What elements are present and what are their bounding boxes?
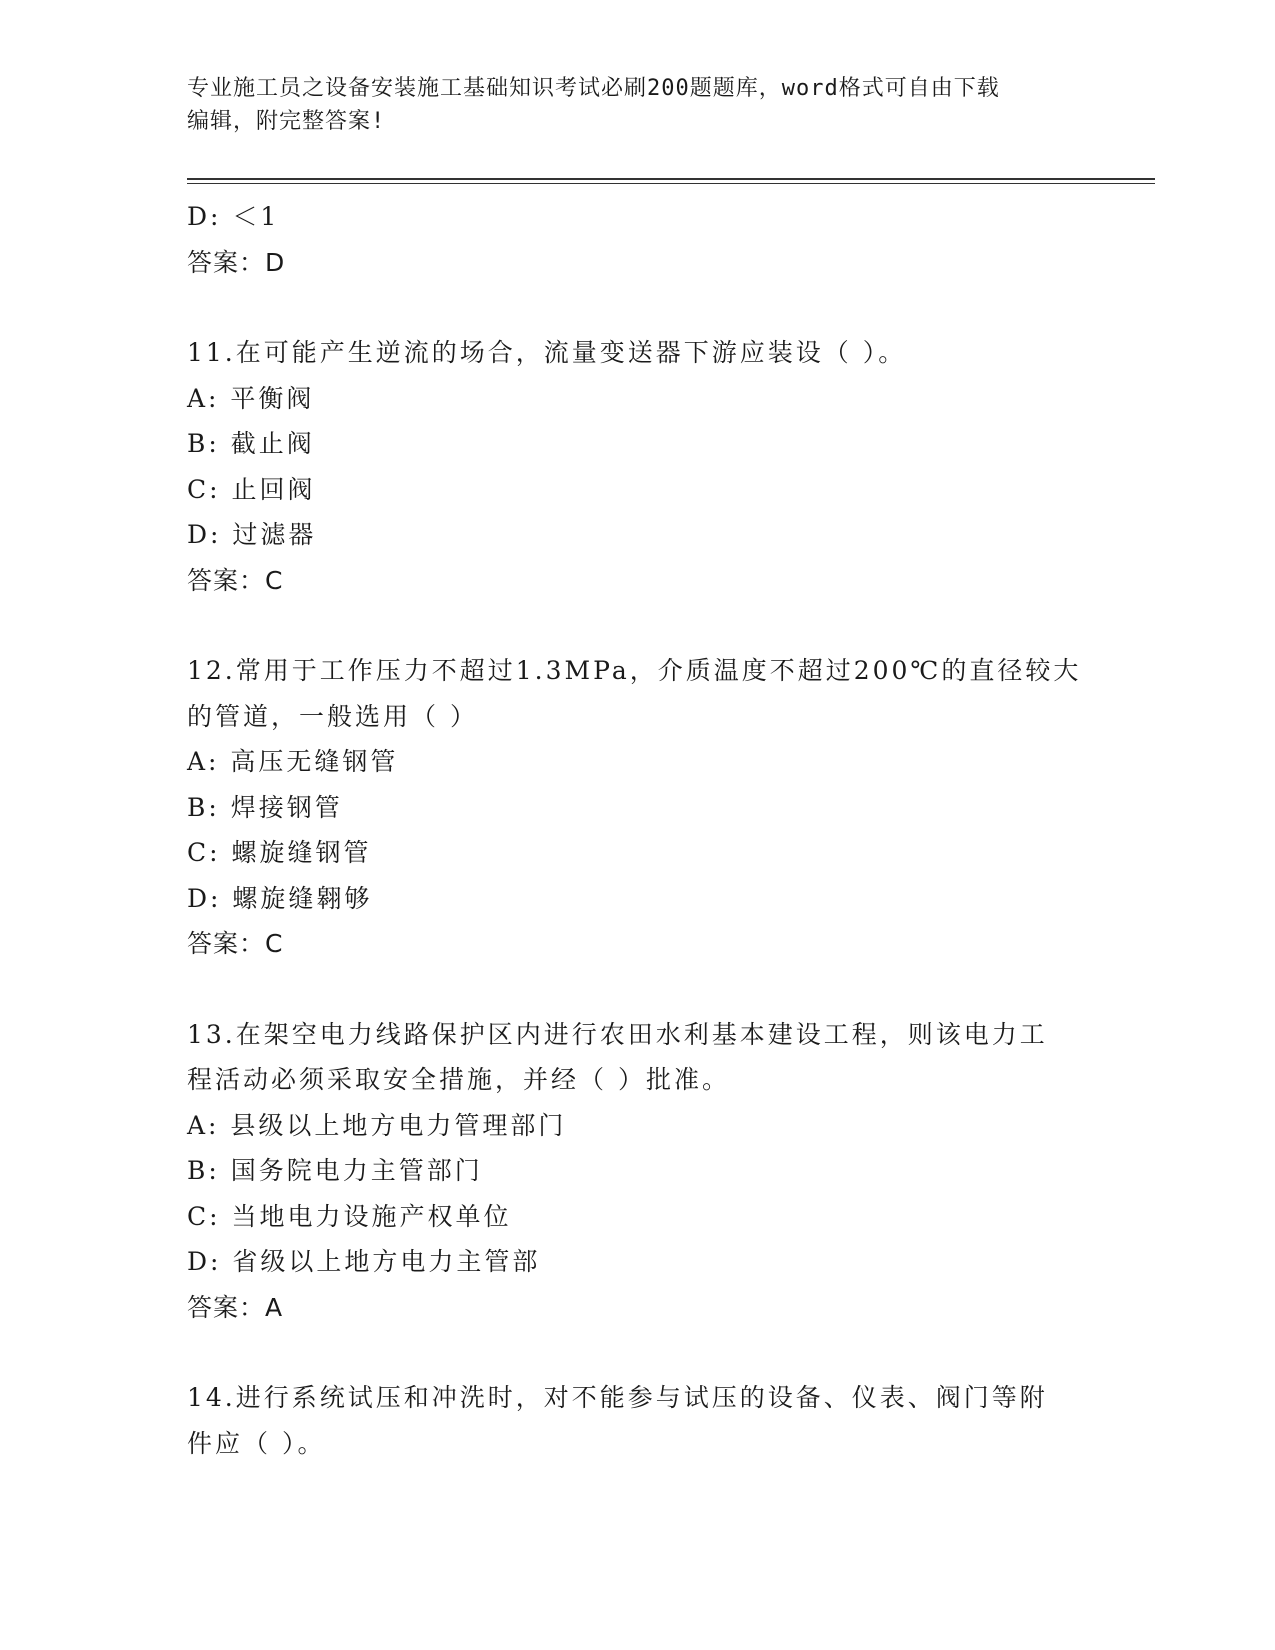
header-line-1: 专业施工员之设备安装施工基础知识考试必刷200题题库，word格式可自由下载: [187, 76, 1000, 101]
question-text: 14.进行系统试压和冲洗时，对不能参与试压的设备、仪表、阀门等附: [187, 1383, 1048, 1412]
option-b: B: 国务院电力主管部门: [187, 1156, 483, 1185]
option-a: A: 县级以上地方电力管理部门: [187, 1110, 567, 1140]
question-text-cont: 件应（ ）。: [187, 1428, 326, 1458]
option-d: D: 螺旋缝翱够: [187, 883, 373, 913]
question-text-cont: 程活动必须采取安全措施，并经（ ）批准。: [187, 1065, 730, 1094]
option-d: D: 过滤器: [187, 520, 317, 549]
header-line-2: 编辑，附完整答案!: [187, 109, 386, 134]
question-text: 13.在架空电力线路保护区内进行农田水利基本建设工程，则该电力工: [187, 1019, 1048, 1049]
question-text-cont: 的管道，一般选用（ ）: [187, 701, 478, 731]
answer-line: 答案：D: [187, 247, 286, 277]
previous-question-tail: [187, 194, 1087, 285]
question-11: [187, 330, 1087, 603]
option-c: C: 当地电力设施产权单位: [187, 1201, 512, 1231]
header-divider-thick: [187, 178, 1155, 180]
option-a: A: 高压无缝钢管: [187, 747, 399, 776]
answer-line: 答案：A: [187, 1292, 284, 1322]
question-text: 11.在可能产生逆流的场合，流量变送器下游应装设（ ）。: [187, 338, 907, 367]
question-text: 12.常用于工作压力不超过1.3MPa，介质温度不超过200℃的直径较大: [187, 656, 1082, 685]
document-body: [187, 194, 1087, 1466]
header-divider-thin: [187, 183, 1155, 184]
answer-line: 答案：C: [187, 565, 284, 595]
answer-line: 答案：C: [187, 929, 284, 958]
option-c: C: 止回阀: [187, 474, 316, 504]
option-c: C: 螺旋缝钢管: [187, 838, 372, 867]
question-12: [187, 648, 1087, 967]
option-b: B: 截止阀: [187, 429, 315, 458]
question-13: [187, 1012, 1087, 1331]
option-d: D: ＜1: [187, 202, 280, 231]
option-d: D: 省级以上地方电力主管部: [187, 1247, 541, 1276]
option-a: A: 平衡阀: [187, 383, 315, 413]
question-14: [187, 1375, 1087, 1466]
document-header: [187, 72, 1077, 138]
option-b: B: 焊接钢管: [187, 792, 343, 822]
